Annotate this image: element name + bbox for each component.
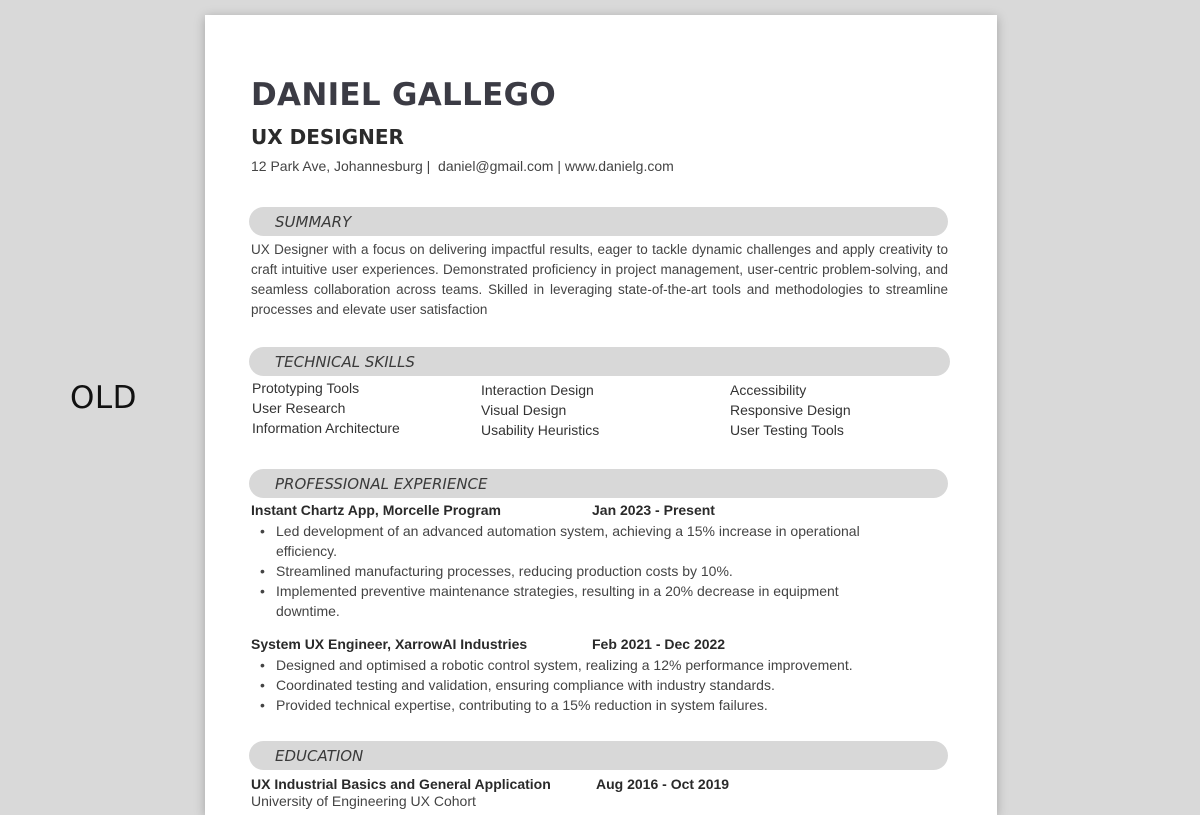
job-title: Instant Chartz App, Morcelle Program [251,502,501,518]
summary-heading: SUMMARY [275,213,352,231]
skill-item: Accessibility [730,382,807,398]
skills-heading: TECHNICAL SKILLS [275,353,415,371]
skill-item: Prototyping Tools [252,380,360,396]
summary-text: UX Designer with a focus on delivering impactful results, eager to tackle dynamic challenges and apply creativity to craft intuitive user experiences. Demonstrated proficiency in project management, user-centric problem-solving, and seamless collaboration across teams. Skilled in leveraging state-of-the-art tools and methodologies to streamline processes and elevate user satisfaction [251,242,948,317]
job-bullets [276,521,896,621]
candidate-name: DANIEL GALLEGO [251,77,557,113]
summary-header [249,207,948,236]
skill-item: User Research [252,400,346,416]
bullet-item: • Designed and optimised a robotic control system, realizing a 12% performance improvement. [276,655,896,675]
bullet-item: • Implemented preventive maintenance strategies, resulting in a 20% decrease in equipment downtime. [276,581,896,621]
job-title: System UX Engineer, XarrowAI Industries [251,636,528,652]
candidate-role: UX DESIGNER [251,125,404,149]
bullet-item: • Provided technical expertise, contributing to a 15% reduction in system failures. [276,695,896,715]
education-heading: EDUCATION [275,747,364,765]
job-bullets [276,655,896,715]
skill-item: Usability Heuristics [481,422,600,438]
skill-item: Information Architecture [252,420,400,436]
skills-column-2 [481,380,599,440]
contact-line: 12 Park Ave, Johannesburg | daniel@gmail.com | www.danielg.com [251,158,674,174]
job-date: Feb 2021 - Dec 2022 [592,636,726,652]
job-date: Jan 2023 - Present [592,502,715,518]
experience-header [249,469,948,498]
bullet-item: • Streamlined manufacturing processes, reducing production costs by 10%. [276,561,896,581]
skills-column-1 [252,378,400,438]
resume-page [205,15,997,815]
bullet-item: • Coordinated testing and validation, ensuring compliance with industry standards. [276,675,896,695]
skills-header [249,347,950,376]
skill-item: User Testing Tools [730,422,844,438]
skill-item: Visual Design [481,402,567,418]
experience-heading: PROFESSIONAL EXPERIENCE [275,475,488,493]
version-label: OLD [70,380,138,416]
skill-item: Interaction Design [481,382,594,398]
education-title: UX Industrial Basics and General Application [251,776,551,792]
education-header [249,741,948,770]
skills-column-3 [730,380,851,440]
education-date: Aug 2016 - Oct 2019 [596,776,730,792]
bullet-item: • Led development of an advanced automation system, achieving a 15% increase in operational efficiency. [276,521,896,561]
skill-item: Responsive Design [730,402,851,418]
education-institution: University of Engineering UX Cohort [251,793,476,809]
